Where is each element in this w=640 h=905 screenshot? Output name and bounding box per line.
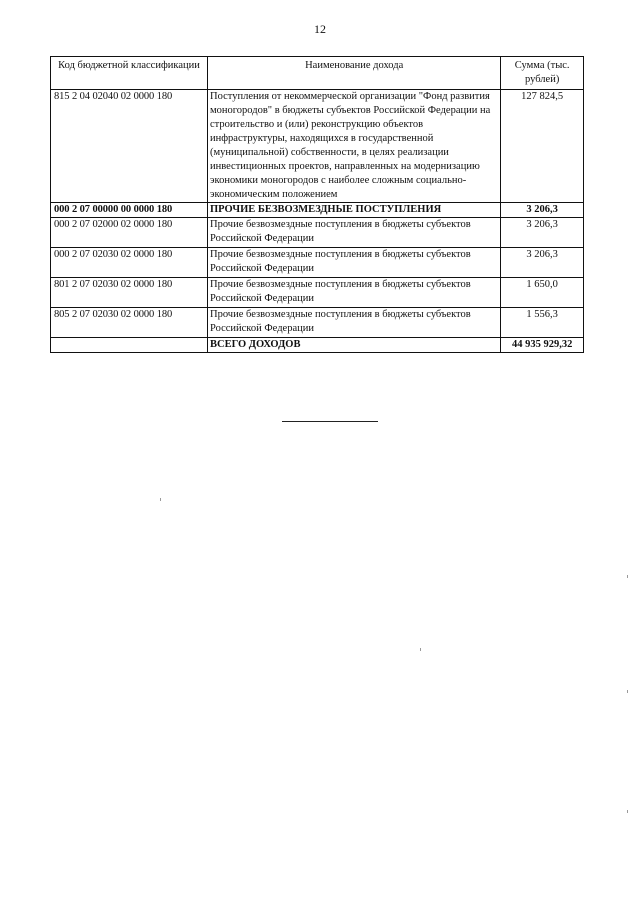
table-row [51,248,584,278]
row-code: 815 2 04 02040 02 0000 180 [51,90,208,203]
row-amount: 127 824,5 [501,90,584,203]
row-name: Прочие безвозмездные поступления в бюджеты субъектов Российской Федерации [208,218,501,248]
row-code: 000 2 07 02000 02 0000 180 [51,218,208,248]
table-header-row [51,57,584,90]
row-code: 000 2 07 02030 02 0000 180 [51,248,208,278]
header-amount: Сумма (тыс. рублей) [501,57,584,90]
income-table [50,56,584,353]
table-row [51,308,584,338]
row-name: Прочие безвозмездные поступления в бюджеты субъектов Российской Федерации [208,248,501,278]
table-row-section [51,203,584,218]
row-code: 805 2 07 02030 02 0000 180 [51,308,208,338]
header-code: Код бюджетной классификации [51,57,208,90]
table-row [51,218,584,248]
scan-speck [420,648,421,651]
total-label: ВСЕГО ДОХОДОВ [208,338,501,353]
row-amount: 1 650,0 [501,278,584,308]
scan-speck [627,575,628,578]
page-number: 12 [314,22,326,36]
row-amount: 3 206,3 [501,203,584,218]
row-name: Поступления от некоммерческой организации "Фонд развития моногородов" в бюджеты субъектов Российской Федерации на строительство и (или) реконструкцию объектов инфраструктуры, находящихся в государственной (муниципальной) собственности, в целях реализации инвестиционных проектов, направленных на модернизацию экономики моногородов с наиболее сложным социально-экономическим положением [208,90,501,203]
scan-speck [627,810,628,813]
scan-speck [627,690,628,693]
end-of-table-line [282,421,378,422]
table-row [51,90,584,203]
row-amount: 3 206,3 [501,218,584,248]
table-row [51,278,584,308]
table-row-total [51,338,584,353]
row-name: Прочие безвозмездные поступления в бюджеты субъектов Российской Федерации [208,308,501,338]
row-name: Прочие безвозмездные поступления в бюджеты субъектов Российской Федерации [208,278,501,308]
row-name: ПРОЧИЕ БЕЗВОЗМЕЗДНЫЕ ПОСТУПЛЕНИЯ [208,203,501,218]
row-amount: 1 556,3 [501,308,584,338]
row-code: 801 2 07 02030 02 0000 180 [51,278,208,308]
total-amount: 44 935 929,32 [501,338,584,353]
row-code: 000 2 07 00000 00 0000 180 [51,203,208,218]
scan-speck [160,498,161,501]
row-amount: 3 206,3 [501,248,584,278]
header-name: Наименование дохода [208,57,501,90]
total-code-cell [51,338,208,353]
